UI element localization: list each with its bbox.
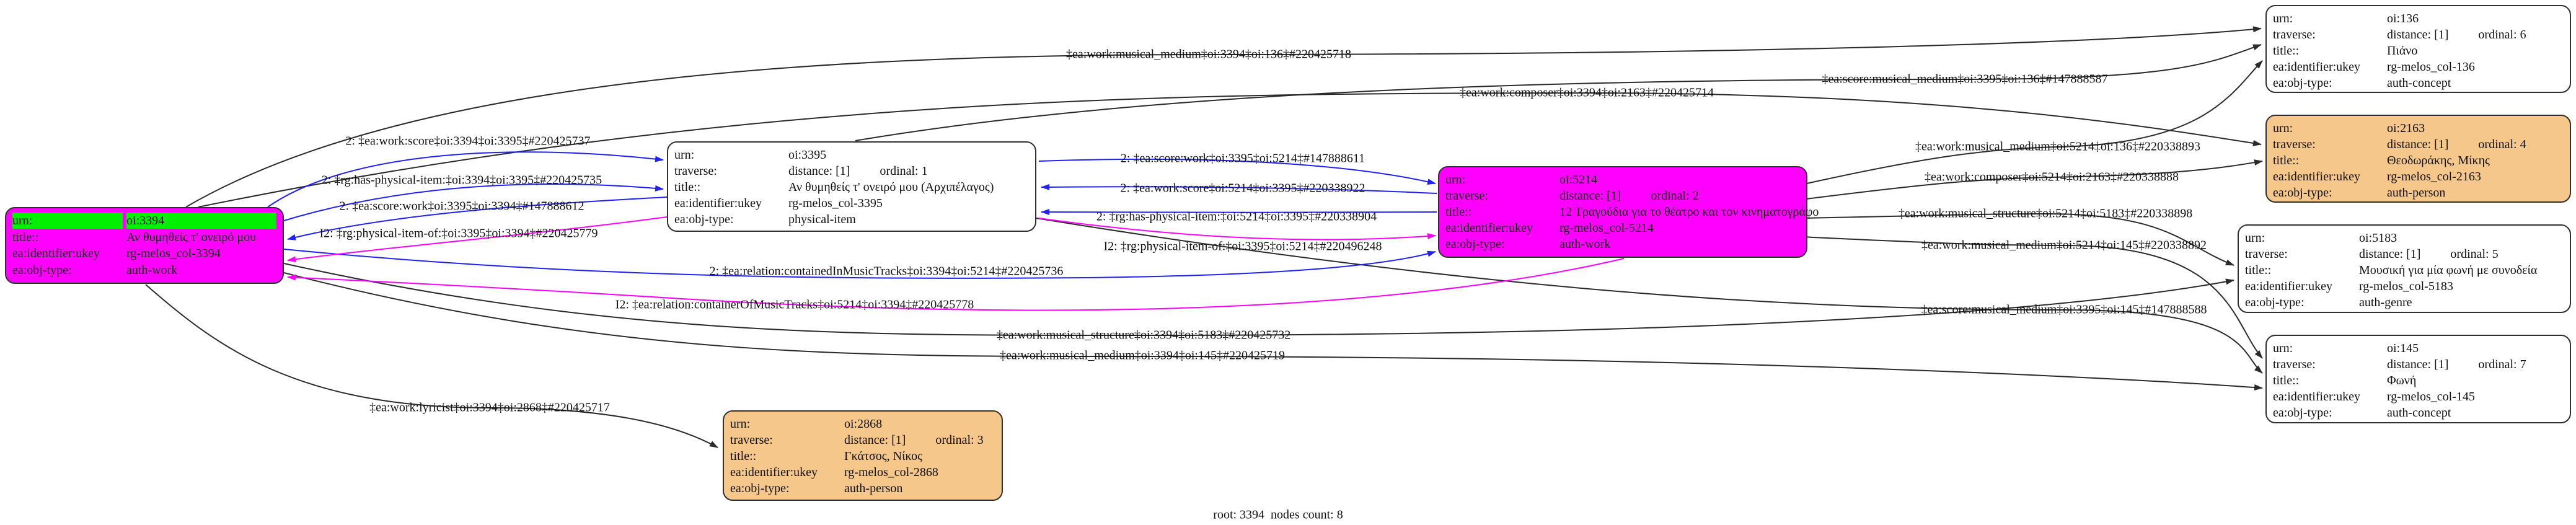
field-value: Γκάτσος, Νίκος [844,449,923,463]
node-oi-2868[interactable] [723,410,1003,501]
traverse-distance: distance: [1] [844,433,906,447]
field-key: ea:identifier:ukey [12,247,100,261]
edge-label: 2: ‡ea:score:work‡oi:3395‡oi:5214‡#147888611 [1120,151,1365,165]
field-key: ea:identifier:ukey [2245,280,2333,293]
field-value: Φωνή [2387,374,2417,387]
field-key: ea:obj-type: [1445,237,1505,251]
traverse-distance: distance: [1] [2387,138,2449,151]
node-oi-136[interactable] [2265,5,2571,93]
edge-label: 2: ‡ea:work:score‡oi:3394‡oi:3395‡#220425737 [345,134,591,148]
field-value: rg-melos_col-2868 [844,465,938,479]
field-objtype [2273,75,2564,91]
field-urn [1445,172,1800,188]
field-value: rg-melos_col-5183 [2359,280,2453,293]
field-ukey [12,245,276,262]
field-value: rg-melos_col-3395 [788,196,883,210]
edge-label: ‡ea:work:musical_medium‡oi:3394‡oi:145‡#220425719 [1000,348,1285,363]
edge-work-musical-medium-5214-145 [1801,237,2262,358]
field-ukey [2245,278,2564,294]
field-key: urn: [2245,231,2265,245]
field-value: rg-melos_col-2163 [2387,170,2481,183]
field-value: 12 Τραγούδια για το θέατρο και τον κινηματογράφο [1559,205,1819,219]
field-objtype [1445,236,1800,252]
field-value [2387,356,2564,373]
field-value [2387,136,2564,152]
field-ukey [2273,59,2564,75]
field-urn [2273,11,2564,27]
field-ukey [674,195,1029,211]
field-value: Μουσική για μία φωνή με συνοδεία [2359,263,2538,277]
edge-label: I2: ‡rg:physical-item-of:‡oi:3395‡oi:3394‡#220425779 [319,226,598,240]
field-key: urn: [730,417,751,431]
edge-label: ‡ea:work:musical_structure‡oi:3394‡oi:5183‡#220425732 [996,328,1291,342]
field-key: traverse: [674,164,717,178]
field-value: rg-melos_col-5214 [1559,221,1654,235]
node-oi-5214[interactable] [1438,166,1819,258]
field-key: urn: [2273,12,2293,25]
field-key: title:: [2273,44,2300,58]
field-value [844,432,995,448]
traverse-ordinal: ordinal: 7 [2478,358,2526,371]
field-key: ea:identifier:ukey [2273,390,2361,404]
field-key: title:: [674,180,701,194]
field-value: Πιάνο [2387,44,2418,58]
field-value: oi:5183 [2359,231,2397,245]
edge-label: I2: ‡ea:relation:containerOfMusicTracks‡oi:5214‡oi:3394‡#220425778 [615,298,974,312]
traverse-distance: distance: [1] [2387,28,2449,42]
field-key: ea:identifier:ukey [2273,60,2361,74]
edge-label: ‡ea:work:composer‡oi:5214‡oi:2163‡#220338888 [1925,170,2179,184]
field-value: rg-melos_col-145 [2387,390,2475,404]
field-key: ea:obj-type: [674,213,734,226]
field-key: urn: [12,213,123,229]
field-value: rg-melos_col-3394 [126,247,221,261]
field-traverse [674,163,1029,179]
field-title [2273,373,2564,389]
field-value: oi:2868 [844,417,883,431]
field-key: ea:identifier:ukey [674,196,762,210]
field-value: auth-person [844,482,903,495]
field-objtype [2273,405,2564,421]
edge-label: I2: ‡rg:physical-item-of:‡oi:3395‡oi:5214‡#220496248 [1103,239,1382,254]
field-value: oi:3394 [126,213,276,229]
field-key: traverse: [2273,358,2316,371]
field-key: title:: [2245,263,2272,277]
field-urn [730,416,995,432]
field-traverse [730,432,995,448]
field-key: ea:identifier:ukey [2273,170,2361,183]
field-key: ea:obj-type: [730,482,790,495]
field-value: oi:2163 [2387,121,2425,135]
traverse-distance: distance: [1] [2359,247,2421,261]
field-title [2273,43,2564,59]
field-key: ea:obj-type: [2273,186,2332,200]
edge-label: ‡ea:work:musical_medium‡oi:5214‡oi:145‡#220338892 [1921,238,2207,252]
traverse-ordinal: ordinal: 6 [2478,28,2526,42]
field-urn [2273,120,2564,136]
edge-work-musical-structure-3394-5183 [284,263,2234,335]
field-title [12,229,276,245]
field-ukey [730,464,995,480]
field-urn [674,147,1029,163]
field-urn [12,213,276,229]
field-value: auth-genre [2359,296,2412,309]
field-value: auth-work [126,263,178,277]
field-key: urn: [674,148,695,162]
field-value: auth-concept [2387,406,2451,420]
field-value [788,163,1029,179]
field-objtype [730,480,995,496]
field-key: traverse: [1445,189,1488,203]
traverse-ordinal: ordinal: 1 [880,164,928,178]
field-objtype [2273,185,2564,201]
field-urn [2273,340,2564,356]
field-value: Θεοδωράκης, Μίκης [2387,154,2490,167]
field-value: oi:136 [2387,12,2419,25]
field-ukey [2273,169,2564,185]
node-oi-5183[interactable] [2238,224,2571,313]
edge-label: 2: ‡ea:relation:containedInMusicTracks‡oi:3394‡oi:5214‡#220425736 [709,264,1064,278]
field-key: traverse: [2273,28,2316,42]
field-title [674,179,1029,195]
edge-label: ‡ea:work:musical_structure‡oi:5214‡oi:5183‡#220338898 [1898,206,2193,221]
field-value [1559,188,1800,204]
edge-label: 2: ‡ea:score:work‡oi:3395‡oi:3394‡#147888612 [339,199,584,213]
field-value: rg-melos_col-136 [2387,60,2475,74]
field-objtype [12,262,276,278]
field-key: title:: [1445,205,1472,219]
field-key: title:: [730,449,757,463]
traverse-ordinal: ordinal: 2 [1651,189,1699,203]
traverse-distance: distance: [1] [788,164,850,178]
field-title [730,448,995,464]
field-traverse [2273,27,2564,43]
field-traverse [2273,356,2564,373]
edge-label: 2: ‡rg:has-physical-item:‡oi:5214‡oi:3395‡#220338904 [1096,210,1377,224]
edge-label: ‡ea:work:lyricist‡oi:3394‡oi:2868‡#220425717 [369,400,610,415]
edge-label: ‡ea:score:musical_medium‡oi:3395‡oi:145‡#147888588 [1921,302,2207,317]
field-value: auth-work [1559,237,1611,251]
field-key: urn: [2273,342,2293,355]
field-value [2359,246,2564,262]
field-value: Αν θυμηθείς τ' ονειρό μου (Αρχιπέλαγος) [788,180,994,194]
field-key: title:: [2273,154,2300,167]
field-value [2387,27,2564,43]
field-objtype [674,211,1029,227]
field-urn [2245,230,2564,246]
traverse-distance: distance: [1] [2387,358,2449,371]
field-traverse [2273,136,2564,152]
field-key: ea:obj-type: [2273,76,2332,90]
field-objtype [2245,294,2564,311]
field-ukey [2273,389,2564,405]
edge-label: 2: ‡ea:work:score‡oi:5214‡oi:3395‡#220338922 [1120,181,1365,195]
field-value: auth-concept [2387,76,2451,90]
field-key: ea:obj-type: [2245,296,2305,309]
field-value: oi:5214 [1559,173,1598,187]
field-key: urn: [1445,173,1466,187]
traverse-ordinal: ordinal: 5 [2450,247,2499,261]
node-oi-3395[interactable] [667,141,1036,232]
field-ukey [1445,220,1800,236]
field-key: ea:identifier:ukey [730,465,818,479]
field-key: title:: [2273,374,2300,387]
field-value: auth-person [2387,186,2446,200]
traverse-ordinal: ordinal: 3 [935,433,984,447]
node-oi-3394[interactable] [5,207,284,284]
edge-label: ‡ea:work:composer‡oi:3394‡oi:2163‡#220425714 [1460,86,1714,100]
field-key: title:: [12,230,39,244]
field-value: oi:145 [2387,342,2419,355]
root-status-text: root: 3394 nodes count: 8 [1213,508,1343,522]
field-key: ea:obj-type: [12,263,72,277]
edge-label: ‡ea:work:musical_medium‡oi:5214‡oi:136‡#220338893 [1915,139,2200,154]
field-key: ea:obj-type: [2273,406,2332,420]
field-value: Αν θυμηθείς τ' ονειρό μου [126,230,257,244]
edge-label: ‡ea:score:musical_medium‡oi:3395‡oi:136‡#147888587 [1822,72,2108,86]
edge-label: 2: ‡rg:has-physical-item:‡oi:3394‡oi:3395‡#220425735 [321,173,602,187]
field-traverse [1445,188,1800,204]
field-traverse [2245,246,2564,262]
field-key: urn: [2273,121,2293,135]
field-title [2273,152,2564,169]
field-title [2245,262,2564,278]
traverse-ordinal: ordinal: 4 [2478,138,2526,151]
node-oi-2163[interactable] [2265,115,2571,203]
field-key: traverse: [2245,247,2288,261]
traverse-distance: distance: [1] [1559,189,1621,203]
field-value: physical-item [788,213,856,226]
field-title [1445,204,1819,220]
field-key: traverse: [2273,138,2316,151]
field-key: ea:identifier:ukey [1445,221,1533,235]
field-key: traverse: [730,433,773,447]
node-oi-145[interactable] [2265,335,2571,423]
edge-label: ‡ea:work:musical_medium‡oi:3394‡oi:136‡#220425718 [1066,47,1351,61]
field-value: oi:3395 [788,148,827,162]
